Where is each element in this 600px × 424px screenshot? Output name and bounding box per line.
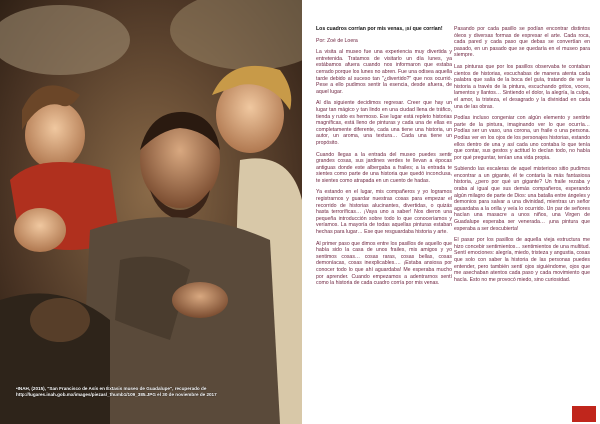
paragraph: Pasando por cada pasillo se podían encontrar distintos óleos y diversas formas de expresar el arte. Cada roca, cada pared y cada paso que debas se convertían en pasado, en un pasado que se quedaría en el museo para siempre.: [454, 26, 590, 59]
paragraph: Al día siguiente decidimos regresar. Creer que hay un lugar tan mágico y tan lindo en una ciudad llena de tráfico, tienda y ruido es hermoso. Ese lugar está repleto historias magníficas, está lleno de pinturas y cada una de ellas es completamente diferente, cada una tiene una historia, un autor, un aroma, una textura… Cada una tiene un propósito.: [316, 100, 452, 146]
paragraph: Al primer paso que dimos entre los pasillos de aquello que había sido la casa de unos frailes, mis amigos y yo sentimos cosas… cosas raras, cosas bellas, cosas demoníacas, cosas inexplicables.… ¡Estaba ansiosa por conocer todo lo que ahí aguardaba! Me esperaba mucho por aprender. Cuando empezamos a adentrarnos sentí como la historia de cada cuadro corría por mis venas.: [316, 240, 452, 287]
paragraph: El pasar por los pasillos de aquella vieja estructura me hizo concebir sentimientos… sentimientos de una multitud. Sentí emociones: alegría, miedo, tristeza y angustia, cosas que solo con saber la historia de las personas puedes entender, pero también sentí ojos siguiéndome, ojos que me asechaban atentos cada paso y cada movimiento que hacía. Esto no me provocó miedo, sino curiosidad.: [454, 237, 590, 283]
page-tab: [572, 406, 596, 422]
paragraph: Ya estando en el lugar, mis compañeros y yo logramos registrarnos y guardar nuestras cosas para empezar el recorrido de historias alucinantes, divertidas, o quizás hasta terroríficas… ¡Vaya uno a saber! Nos dieron una pequeña introducción sobre todo lo que conoceríamos y veríamos. La mayoría de todas aquellas pinturas estaban hechas para lugar… Ese que resguardaba historia y arte.: [316, 189, 452, 236]
paragraph: La visita al museo fue una experiencia muy divertida y entretenida. Tratamos de visitarlo un día lunes, ya estábamos afuera cuando nos informaron que estaba cerrado porque los lunes no abren. Fue una odisea aquella tarde debido al suceso tan "¿divertido?" que nos ocurrió. Pese a ello pudimos sentir la esencia, desde afuera, de aquel lugar.: [316, 49, 452, 95]
article-column-2: [454, 26, 590, 288]
paragraph: Las pinturas que por los pasillos observaba te contaban cientos de historias, escuchabas de manera atenta cada palabra que salía de la boca del guía, tratando de ver la historia a través de la pintura, escuchando gritos, voces, lamentos y llantos… Sintiendo el dolor, la alegría, la culpa, el amor, la tristeza, el desagrado y la divinidad en cada una de las obras.: [454, 63, 590, 110]
paragraph: Cuando llegas a la entrada del museo puedes sentir grandes cosas, sus jardines verdes te llevan a épocas antiguas donde este albergaba a frailes; a la entrada te sientes como parte de una historia que quedó inconclusa, te sientes como atrapada en un cuento de hadas.: [316, 151, 452, 184]
painting-caption: •INAH, (2015), "San Francisco de Asís en Éxtasis museo de Guadalupe", recuperado de http://lugares.inah.gob.mx/images/piezas/_thumb1/109_385.JPG el 30 de noviembre de 2017: [16, 386, 217, 397]
paragraph: Subiendo las escaleras de aquel misterioso sitio pudimos encontrar a un gigante, él te contaría la más fantasiosa historia, ¿pero por qué un gigante? Un fraile rezaba y oraba al igual que sus demás compañeros, esperando algún milagro de parte de Dios: una batalla entre ángeles y demonios para salvar a una divinidad, mientras un señor aguardaba a la orilla y veía lo ocurrido. Un par de señores hacían una masacre a unos niños, una Virgen de Guadalupe esperaba ser venerada… ¡una pintura que esperaba a ser descubierta!: [454, 166, 590, 232]
article-title: Los cuadros corrían por mis venas, ¡sí que corrían!: [316, 26, 443, 32]
article-page: [302, 0, 600, 424]
article-author: Por: Zoé de Loera: [316, 37, 358, 44]
paragraph: Podías incluso congeniar con algún elemento y sentirte parte de la pintura, imaginando ver lo que ocurría… Podías ser un vaso, una corona, un fraile o una persona. Podías ver en los ojos de los personajes historias, estando ellos dentro de una y así cada uno contaba lo que tenía que contar, sus gestos y actitud lo decían todo, no había por qué preguntar, tenían una vida propia.: [454, 115, 590, 161]
article-column-1: [316, 26, 452, 292]
